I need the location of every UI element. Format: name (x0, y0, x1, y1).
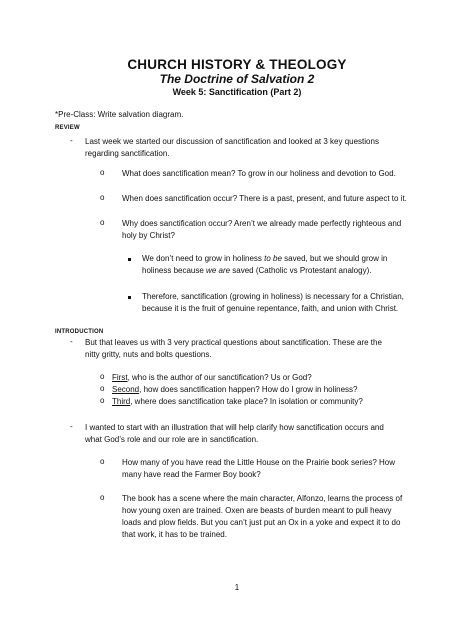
review-point-1-line1: We don’t need to grow in holiness to be saved, but we should grow in (142, 254, 388, 263)
intro-para-2-line1: I wanted to start with an illustration that will help clarify how sanctification occurs and (85, 423, 384, 432)
document-title: CHURCH HISTORY & THEOLOGY (127, 57, 347, 72)
intro-sub-1-line1: How many of you have read the Little House on the Prairie book series? How (122, 458, 396, 467)
circle-bullet: o (100, 493, 105, 502)
circle-bullet: o (100, 372, 105, 381)
circle-bullet: o (100, 396, 105, 405)
review-heading: REVIEW (55, 125, 80, 131)
review-question-2: When does sanctification occur? There is a past, present, and future aspect to it. (122, 194, 407, 203)
circle-bullet: o (100, 168, 105, 177)
intro-para-1-line1: But that leaves us with 3 very practical questions about sanctification. These are the (85, 338, 382, 347)
intro-sub-1-line2: many have read the Farmer Boy book? (122, 470, 261, 479)
document-subtitle: The Doctrine of Salvation 2 (159, 72, 315, 86)
review-point-2-line1: Therefore, sanctification (growing in holiness) is necessary for a Christian, (142, 292, 404, 301)
preclass-note: *Pre-Class: Write salvation diagram. (55, 110, 184, 119)
square-bullet (128, 258, 131, 261)
intro-sub-2-line4: that work, it has to be trained. (122, 530, 227, 539)
intro-para-2-line2: what God’s role and our role are in sanctification. (85, 435, 259, 444)
review-question-1: What does sanctification mean? To grow in our holiness and devotion to God. (122, 169, 396, 178)
introduction-heading: INTRODUCTION (55, 329, 104, 335)
intro-question-3: Third, where does sanctification take place? In isolation or community? (112, 397, 363, 406)
circle-bullet: o (100, 384, 105, 393)
review-question-3-line2: holy by Christ? (122, 231, 175, 240)
intro-sub-2-line3: loads and plow fields. But you can’t just put an Ox in a yoke and expect it to do (122, 518, 401, 527)
circle-bullet: o (100, 218, 105, 227)
dash-bullet: - (70, 136, 73, 145)
review-question-3-line1: Why does sanctification occur? Aren’t we already made perfectly righteous and (122, 219, 402, 228)
intro-sub-2-line1: The book has a scene where the main character, Alfonzo, learns the process of (122, 494, 403, 503)
intro-question-2: Second, how does sanctification happen? How do I grow in holiness? (112, 385, 358, 394)
page-number: 1 (234, 583, 240, 592)
square-bullet (128, 296, 131, 299)
dash-bullet: - (70, 337, 73, 346)
review-point-1-line2: holiness because we are saved (Catholic vs Protestant analogy). (142, 266, 372, 275)
review-intro-line2: regarding sanctification. (85, 149, 170, 158)
intro-question-1: First, who is the author of our sanctification? Us or God? (112, 373, 312, 382)
dash-bullet: - (70, 422, 73, 431)
review-point-2-line2: because it is the fruit of genuine repentance, faith, and union with Christ. (142, 304, 399, 313)
intro-sub-2-line2: how young oxen are trained. Oxen are beasts of burden meant to pull heavy (122, 506, 392, 515)
intro-para-1-line2: nitty gritty, nuts and bolts questions. (85, 350, 212, 359)
circle-bullet: o (100, 193, 105, 202)
circle-bullet: o (100, 457, 105, 466)
review-intro-line1: Last week we started our discussion of sanctification and looked at 3 key questions (85, 137, 379, 146)
week-heading: Week 5: Sanctification (Part 2) (172, 87, 302, 97)
